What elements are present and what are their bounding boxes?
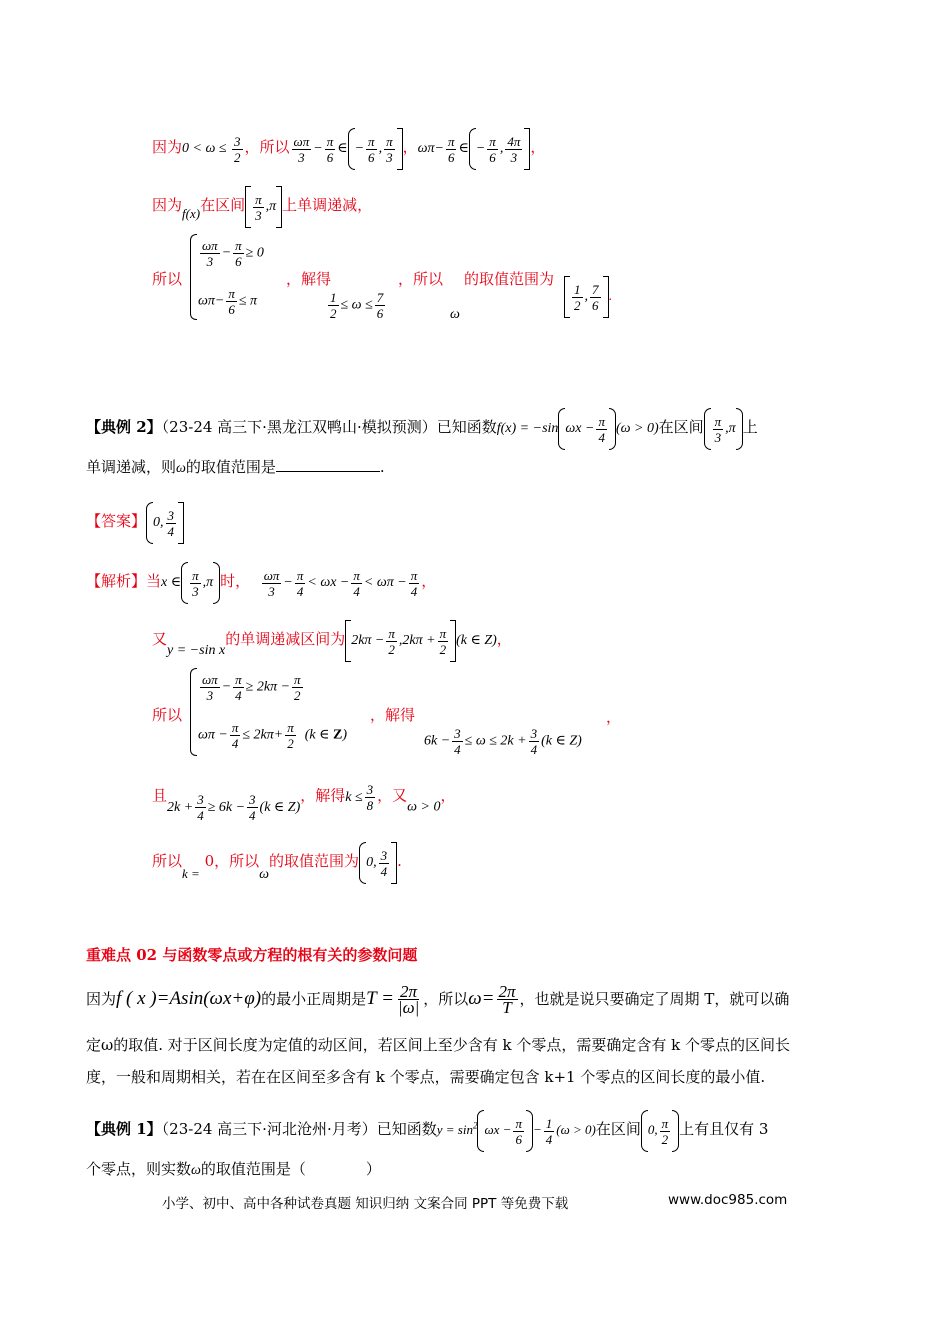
text: 又 <box>152 630 168 649</box>
text: 0 <box>204 852 215 871</box>
system-brace <box>190 234 197 320</box>
text: ， <box>496 630 512 649</box>
text: . <box>397 852 402 871</box>
text: ，解得 <box>300 786 346 805</box>
text: 所以 <box>152 852 183 871</box>
text: 当 <box>146 572 162 591</box>
math-x: x ∈ $\frac{\pi}{3}$ ,π <box>161 575 220 590</box>
sys2-eq2: ωπ − $\frac{\pi}{4}$ ≤ 2kπ+ $\frac{\pi}{2}$ (k ∈ Z) <box>198 720 348 751</box>
text: 个零点，则实数 <box>86 1160 192 1178</box>
ex1-line1 <box>86 1110 768 1152</box>
text: ，解得 <box>370 706 416 724</box>
text: 的取值范围是 <box>185 458 276 476</box>
text: ，所以 <box>244 138 290 157</box>
text: 的取值范围是（ ） <box>200 1160 381 1178</box>
math-omega: ω <box>450 307 460 322</box>
answer-label: 【答案】 <box>86 512 147 531</box>
ex2-line1 <box>86 408 758 450</box>
sol1-line3-b <box>286 268 331 290</box>
text: 在区间 <box>658 418 704 437</box>
system-brace <box>190 668 197 756</box>
text: ， <box>421 572 437 591</box>
math-omega: ω <box>191 1163 201 1178</box>
ex1-line2 <box>86 1158 381 1182</box>
text: （23-24 高三下·河北沧州·月考）已知函数 <box>161 1119 437 1138</box>
math-T: T = $\frac{2\pi}{|\omega|}$ <box>366 982 420 1017</box>
math-func: $y = \sin^2 \omega x$ − $\frac{\pi}{6}$ − $\frac{1}{4}$ (ω > 0) <box>437 1122 596 1137</box>
math-expr2: ωπ− $\frac{\pi}{6}$ ∈ − $\frac{\pi}{6}$ , $\frac{4\pi}{3}$ <box>418 141 531 156</box>
section-title: 重难点 02 与函数零点或方程的根有关的参数问题 <box>86 946 418 964</box>
math-fx: f(x) <box>182 206 201 222</box>
text: 因为 <box>152 138 183 157</box>
sys1-eq2: ωπ− $\frac{\pi}{6}$ ≤ π <box>198 286 258 317</box>
sol1-line3-d <box>464 268 554 290</box>
example-label: 【典例 2】 <box>86 418 162 437</box>
text: ， <box>530 138 546 157</box>
sys2-eq1: $\frac{\omega\pi}{3}$ − $\frac{\pi}{4}$ ≥ 2kπ − $\frac{\pi}{2}$ <box>202 672 301 703</box>
sol1-line3-label <box>152 268 182 290</box>
analysis-line5 <box>152 842 402 886</box>
text: 在区间 <box>200 196 246 215</box>
ex2-line2 <box>86 456 385 480</box>
text: 所以 <box>152 706 183 724</box>
footer-text: 小学、初中、高中各种试卷真题 知识归纳 文案合同 PPT 等免费下载 <box>162 1196 569 1212</box>
math-omega: ω <box>176 461 186 476</box>
sys1-eq1: $\frac{\omega\pi}{3}$ − $\frac{\pi}{6}$ ≥ 0 <box>202 238 264 269</box>
math-k-eq: k = <box>182 866 200 882</box>
text: ， <box>440 786 456 805</box>
math-interval: $\frac{\pi}{3}$ ,π <box>704 421 743 436</box>
math-omega: ω <box>259 867 270 883</box>
text: 所以 <box>152 270 183 288</box>
text: ，又 <box>377 786 408 805</box>
text: 因为 <box>86 989 117 1008</box>
text: 因为 <box>152 196 183 215</box>
text: 的最小正周期是 <box>261 989 367 1008</box>
math-func: f(x) = −sin ωx − $\frac{\pi}{4}$ (ω > 0) <box>497 421 659 436</box>
sol1-line1 <box>152 128 545 170</box>
math-cond: 0 < ω ≤ $\frac{3}{2}$ <box>182 133 241 165</box>
text: 的取值范围为 <box>464 270 555 288</box>
math-f: f ( x )=Asin(ωx+φ) <box>116 987 262 1009</box>
section-para-line3: 度，一般和周期相关，若在在区间至多含有 k 个零点，需要确定包含 k+1 个零点的区间长度的最小值. <box>86 1068 766 1086</box>
text: 的单调递减区间为 <box>225 630 346 649</box>
math-ineq2: 2k + $\frac{3}{4}$ ≥ 6k − $\frac{3}{4}$ (k ∈ Z) <box>167 792 301 823</box>
math-interval: 0, $\frac{\pi}{2}$ <box>641 1122 679 1137</box>
text: ，也就是说只要确定了周期 T，就可以确 <box>519 989 790 1008</box>
text: 单调递减，则 <box>86 458 177 476</box>
text: ， <box>606 708 622 726</box>
analysis-line2 <box>152 620 512 662</box>
text: 时， <box>220 572 251 591</box>
math-y: y = −sin x <box>167 643 226 659</box>
text: 的取值范围为 <box>269 852 360 871</box>
answer-line <box>86 502 184 544</box>
section-para-line1 <box>86 984 789 1015</box>
math-res: $\frac{1}{2}$ ≤ ω ≤ $\frac{7}{6}$ <box>330 290 384 321</box>
example-label: 【典例 1】 <box>86 1119 162 1138</box>
math-w: ω= $\frac{2\pi}{T}$ <box>468 982 516 1017</box>
analysis-line3-b <box>370 704 415 726</box>
math-w: ω > 0 <box>407 799 441 815</box>
math-k: k ≤ $\frac{3}{8}$ <box>345 782 374 813</box>
footer-site-link[interactable]: www.doc985.com <box>668 1192 788 1208</box>
analysis-line3-c <box>606 706 621 728</box>
text: （23-24 高三下·黑龙江双鸭山·模拟预测）已知函数 <box>161 418 497 437</box>
text: ，解得 <box>286 270 332 288</box>
sol1-line3-c <box>398 268 443 290</box>
text: 在区间 <box>595 1119 641 1138</box>
text: ，所以 <box>423 989 469 1008</box>
math-answer: 0, $\frac{3}{4}$ <box>146 515 184 530</box>
section-para-line2: 定ω的取值. 对于区间长度为定值的动区间，若区间上至少含有 k 个零点，需要确定含有 k 个零点的区间长 <box>86 1036 791 1054</box>
math-int: 2kπ − $\frac{\pi}{2}$ ,2kπ + $\frac{\pi}{2}$ (k ∈ Z) <box>345 633 497 648</box>
math-interval: $\frac{\pi}{3}$ ,π <box>245 199 282 214</box>
text: 上 <box>742 418 758 437</box>
math-expr1: $\frac{\omega\pi}{3}$ − $\frac{\pi}{6}$ ∈ − $\frac{\pi}{6}$ , $\frac{\pi}{3}$ <box>290 141 403 156</box>
text: 且 <box>152 786 168 805</box>
text: . <box>379 458 385 476</box>
analysis-label: 【解析】 <box>86 572 147 591</box>
math-ans: 0, $\frac{3}{4}$ <box>359 855 397 870</box>
math-res2: 6k − $\frac{3}{4}$ ≤ ω ≤ 2k + $\frac{3}{4}$ (k ∈ Z) <box>424 726 582 757</box>
text: ，所以 <box>214 852 260 871</box>
sol1-line2 <box>152 186 372 228</box>
answer-blank <box>276 457 380 472</box>
math-ans: $\frac{1}{2}$ , $\frac{7}{6}$ . <box>564 276 612 318</box>
analysis-line1 <box>86 562 436 604</box>
text: ，所以 <box>398 270 444 288</box>
text: 上单调递减， <box>282 196 373 215</box>
math-ineq: $\frac{\omega\pi}{3}$ − $\frac{\pi}{4}$ < ωx − $\frac{\pi}{4}$ < ωπ − $\frac{\pi}{4}$ <box>263 567 418 599</box>
text: 上有且仅有 3 <box>679 1119 769 1138</box>
analysis-line4 <box>152 782 456 823</box>
text: ， <box>402 138 418 157</box>
analysis-line3-label <box>152 704 182 726</box>
